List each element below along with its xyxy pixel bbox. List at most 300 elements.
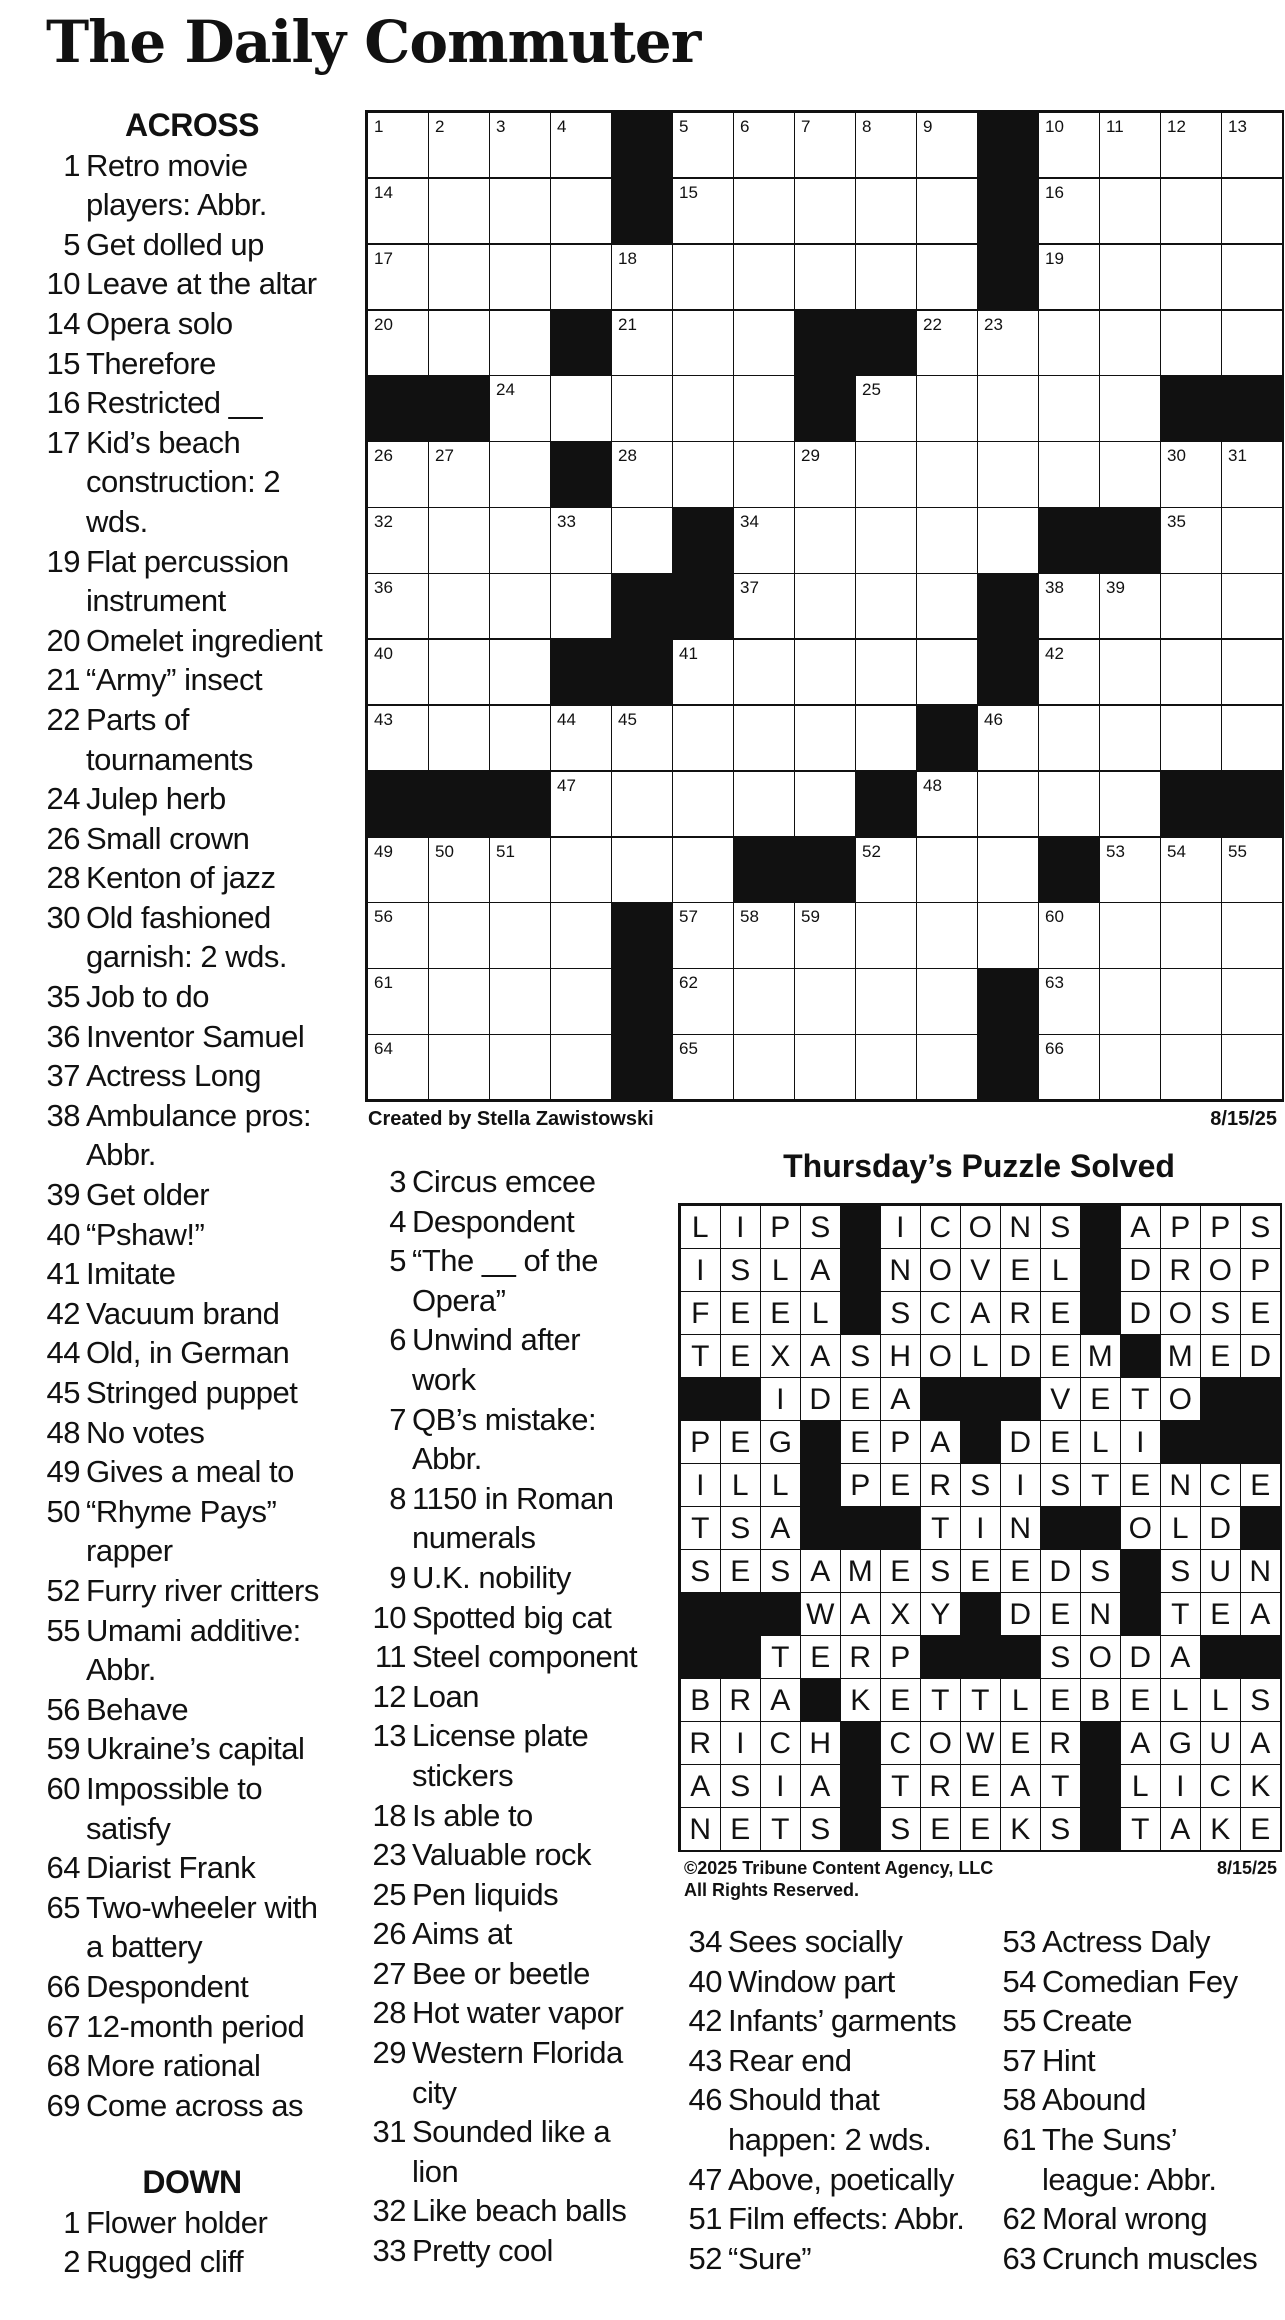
- clue-text: Actress Long: [86, 1058, 261, 1094]
- solved-black-square: [800, 1463, 841, 1507]
- solved-black-square: [1080, 1291, 1121, 1335]
- cell-number: 32: [374, 512, 393, 532]
- down-clue: [360, 1400, 642, 1479]
- clue-number: 12: [372, 1678, 406, 1714]
- grid-cell: [1099, 244, 1161, 310]
- across-clue: [44, 1571, 340, 1611]
- down-clue: [990, 2001, 1280, 2041]
- solved-letter: I: [680, 1248, 721, 1292]
- clue-text: More rational: [86, 2048, 261, 2084]
- solved-letter: C: [1200, 1764, 1241, 1808]
- grid-cell: [855, 112, 917, 178]
- black-square: [977, 178, 1039, 244]
- grid-cell: [1221, 1034, 1283, 1100]
- across-clue: [44, 1373, 340, 1413]
- solved-letter: O: [1160, 1377, 1201, 1421]
- clue-text: Like beach balls: [412, 2193, 627, 2229]
- solved-letter: E: [920, 1807, 961, 1851]
- across-clue: [44, 1769, 340, 1848]
- across-clue: [44, 1888, 340, 1967]
- grid-cell: [1160, 968, 1222, 1034]
- solved-black-square: [840, 1248, 881, 1292]
- grid-cell: [1160, 1034, 1222, 1100]
- grid-cell: [550, 112, 612, 178]
- solved-letter: G: [760, 1420, 801, 1464]
- solved-letter: R: [1000, 1291, 1041, 1335]
- across-clue: [44, 1690, 340, 1730]
- black-square: [550, 310, 612, 376]
- grid-cell: [794, 968, 856, 1034]
- solved-letter: I: [960, 1506, 1001, 1550]
- grid-cell: [733, 573, 795, 639]
- grid-cell: [489, 178, 551, 244]
- solved-letter: S: [880, 1807, 921, 1851]
- down-clue: [44, 2242, 340, 2282]
- across-clue: [44, 304, 340, 344]
- clue-text: 1150 in Roman numerals: [412, 1480, 614, 1556]
- grid-cell: [611, 310, 673, 376]
- solved-letter: P: [1160, 1205, 1201, 1249]
- solved-letter: D: [1200, 1506, 1241, 1550]
- clue-text: Flat percussion instrument: [86, 543, 289, 619]
- solved-letter: A: [960, 1291, 1001, 1335]
- clue-text: Umami additive: Abbr.: [86, 1612, 301, 1688]
- cell-number: 45: [618, 709, 637, 729]
- solved-letter: T: [1080, 1463, 1121, 1507]
- solved-black-square: [840, 1205, 881, 1249]
- clue-text: License plate stickers: [412, 1718, 589, 1793]
- solved-black-square: [1240, 1635, 1281, 1679]
- down-clue: [360, 1558, 642, 1598]
- grid-cell: [794, 573, 856, 639]
- clue-text: Create: [1042, 2003, 1133, 2039]
- solved-black-square: [1160, 1420, 1201, 1464]
- solved-letter: E: [1080, 1377, 1121, 1421]
- grid-cell: [367, 310, 429, 376]
- solved-letter: K: [1000, 1807, 1041, 1851]
- grid-cell: [916, 968, 978, 1034]
- cell-number: 28: [618, 446, 637, 466]
- across-clue: [44, 1294, 340, 1334]
- cell-number: 11: [1106, 117, 1124, 136]
- down-header: DOWN: [142, 2164, 242, 2201]
- solved-letter: L: [720, 1463, 761, 1507]
- grid-cell: [1099, 968, 1161, 1034]
- solved-letter: E: [720, 1807, 761, 1851]
- copyright: ©2025 Tribune Content Agency, LLC: [684, 1858, 994, 1878]
- solved-letter: S: [1040, 1463, 1081, 1507]
- grid-cell: [1160, 178, 1222, 244]
- grid-cell: [1160, 573, 1222, 639]
- grid-cell: [611, 837, 673, 903]
- cell-number: 34: [740, 512, 759, 532]
- grid-cell: [367, 244, 429, 310]
- down-clue: [676, 2239, 972, 2279]
- solved-letter: E: [880, 1678, 921, 1722]
- puzzle-credit: Created by Stella Zawistowski: [368, 1108, 654, 1130]
- clue-text: Restricted __: [86, 385, 263, 421]
- solved-letter: A: [760, 1506, 801, 1550]
- solved-letter: K: [1200, 1807, 1241, 1851]
- solved-letter: D: [1000, 1420, 1041, 1464]
- solved-letter: L: [1040, 1248, 1081, 1292]
- clue-number: 61: [1002, 2121, 1036, 2157]
- solved-letter: G: [1160, 1721, 1201, 1765]
- grid-cell: [489, 375, 551, 441]
- down-clue: [990, 2120, 1280, 2199]
- clue-number: 67: [46, 2008, 80, 2044]
- grid-cell: [916, 441, 978, 507]
- grid-cell: [1221, 837, 1283, 903]
- black-square: [977, 639, 1039, 705]
- clue-number: 26: [46, 820, 80, 856]
- grid-cell: [1160, 902, 1222, 968]
- solved-letter: S: [1240, 1205, 1281, 1249]
- grid-cell: [794, 507, 856, 573]
- clue-text: Impossible to satisfy: [86, 1770, 263, 1846]
- solved-letter: E: [880, 1549, 921, 1593]
- solved-letter: L: [1120, 1764, 1161, 1808]
- grid-cell: [1221, 507, 1283, 573]
- solved-letter: B: [1080, 1678, 1121, 1722]
- solved-letter: S: [760, 1549, 801, 1593]
- cell-number: 19: [1045, 248, 1064, 268]
- grid-cell: [1038, 244, 1100, 310]
- grid-cell: [428, 310, 490, 376]
- clue-text: Valuable rock: [412, 1837, 592, 1873]
- clue-text: The Suns’ league: Abbr.: [1042, 2121, 1217, 2197]
- clue-text: Hint: [1042, 2042, 1096, 2078]
- clue-number: 62: [1002, 2201, 1036, 2237]
- clue-text: Parts of tournaments: [86, 701, 253, 777]
- solved-black-square: [1080, 1205, 1121, 1249]
- clue-number: 37: [46, 1058, 80, 1094]
- solved-letter: D: [1120, 1248, 1161, 1292]
- solved-letter: W: [800, 1592, 841, 1636]
- grid-cell: [428, 507, 490, 573]
- black-square: [733, 837, 795, 903]
- clue-text: Behave: [86, 1691, 189, 1727]
- across-clue: [44, 1848, 340, 1888]
- grid-cell: [367, 441, 429, 507]
- solved-letter: L: [1000, 1678, 1041, 1722]
- clue-number: 42: [46, 1295, 80, 1331]
- solved-letter: O: [960, 1205, 1001, 1249]
- solved-letter: N: [1160, 1463, 1201, 1507]
- solved-date: 8/15/25: [1216, 1858, 1277, 1878]
- black-square: [672, 507, 734, 573]
- across-clue: [44, 1017, 340, 1057]
- solved-letter: L: [1200, 1678, 1241, 1722]
- black-square: [367, 375, 429, 441]
- clue-text: Opera solo: [86, 305, 233, 341]
- grid-cell: [916, 244, 978, 310]
- grid-cell: [855, 573, 917, 639]
- solved-black-square: [800, 1420, 841, 1464]
- cell-number: 62: [679, 973, 698, 993]
- grid-cell: [428, 837, 490, 903]
- down-clue: [676, 2041, 972, 2081]
- clue-text: Despondent: [86, 1968, 249, 2004]
- down-clue: [676, 1962, 972, 2002]
- cell-number: 44: [557, 709, 576, 729]
- grid-cell: [1099, 310, 1161, 376]
- cell-number: 40: [374, 643, 393, 663]
- across-clue: [44, 977, 340, 1017]
- across-clue: [44, 1729, 340, 1769]
- clue-column-4: [990, 1922, 1280, 2278]
- clue-text: Old, in German: [86, 1335, 290, 1371]
- down-clue: [360, 1241, 642, 1320]
- across-header: ACROSS: [125, 107, 259, 143]
- clue-text: Therefore: [86, 345, 216, 381]
- down-clue: [360, 1598, 642, 1638]
- grid-cell: [367, 639, 429, 705]
- black-square: [550, 441, 612, 507]
- solved-letter: S: [720, 1764, 761, 1808]
- grid-cell: [1221, 968, 1283, 1034]
- solved-letter: D: [1000, 1592, 1041, 1636]
- cell-number: 37: [740, 578, 759, 598]
- across-clue: [44, 423, 340, 542]
- across-clue: [44, 383, 340, 423]
- solved-letter: L: [1160, 1678, 1201, 1722]
- solved-letter: C: [1200, 1463, 1241, 1507]
- solved-letter: C: [760, 1721, 801, 1765]
- cell-number: 1: [374, 117, 384, 136]
- grid-cell: [428, 705, 490, 771]
- solved-black-square: [1000, 1377, 1041, 1421]
- cell-number: 55: [1228, 841, 1247, 861]
- grid-cell: [550, 375, 612, 441]
- down-clue: [360, 1875, 642, 1915]
- solved-letter: E: [880, 1463, 921, 1507]
- solved-letter: D: [1000, 1334, 1041, 1378]
- clue-text: “Rhyme Pays” rapper: [86, 1493, 277, 1569]
- solved-letter: P: [1200, 1205, 1241, 1249]
- clue-number: 68: [46, 2048, 80, 2084]
- down-clue: [990, 2041, 1280, 2081]
- black-square: [794, 310, 856, 376]
- cell-number: 66: [1045, 1039, 1064, 1059]
- solved-black-square: [800, 1678, 841, 1722]
- grid-cell: [916, 112, 978, 178]
- clue-number: 53: [1002, 1924, 1036, 1959]
- solved-letter: E: [960, 1764, 1001, 1808]
- clue-number: 50: [46, 1493, 80, 1529]
- grid-cell: [733, 968, 795, 1034]
- solved-letter: R: [840, 1635, 881, 1679]
- clue-number: 57: [1002, 2042, 1036, 2078]
- clue-number: 40: [688, 1963, 722, 1999]
- solved-letter: A: [680, 1764, 721, 1808]
- cell-number: 13: [1228, 117, 1247, 136]
- grid-cell: [489, 507, 551, 573]
- black-square: [977, 968, 1039, 1034]
- clue-number: 45: [46, 1375, 80, 1410]
- down-clue: [676, 2199, 972, 2239]
- solved-letter: M: [840, 1549, 881, 1593]
- solved-letter: M: [1080, 1334, 1121, 1378]
- grid-cell: [367, 112, 429, 178]
- grid-cell: [733, 902, 795, 968]
- solved-letter: T: [880, 1764, 921, 1808]
- clue-number: 63: [1002, 2240, 1036, 2276]
- solved-letter: K: [840, 1678, 881, 1722]
- grid-cell: [1038, 639, 1100, 705]
- solved-black-square: [720, 1635, 761, 1679]
- cell-number: 17: [374, 248, 393, 268]
- solved-letter: D: [1120, 1635, 1161, 1679]
- cell-number: 63: [1045, 973, 1064, 993]
- solved-letter: I: [1160, 1764, 1201, 1808]
- solved-black-square: [760, 1592, 801, 1636]
- cell-number: 23: [984, 314, 1003, 334]
- cell-number: 33: [557, 512, 576, 532]
- clue-number: 10: [46, 266, 80, 302]
- solved-letter: D: [1240, 1334, 1281, 1378]
- grid-cell: [1038, 771, 1100, 837]
- across-clue: [44, 2007, 340, 2047]
- clue-number: 39: [46, 1177, 80, 1213]
- solved-letter: S: [1080, 1549, 1121, 1593]
- solved-black-square: [720, 1377, 761, 1421]
- clue-text: Aims at: [412, 1916, 512, 1952]
- clue-number: 52: [46, 1572, 80, 1608]
- cell-number: 4: [557, 117, 567, 136]
- down-clue: [676, 2080, 972, 2159]
- clue-text: Flower holder: [86, 2204, 268, 2240]
- solved-letter: M: [1160, 1334, 1201, 1378]
- grid-cell: [1160, 705, 1222, 771]
- grid-cell: [428, 573, 490, 639]
- down-clue: [360, 1914, 642, 1954]
- across-clue: [44, 1056, 340, 1096]
- solved-letter: S: [1160, 1549, 1201, 1593]
- solved-letter: D: [1120, 1291, 1161, 1335]
- clue-number: 17: [46, 424, 80, 460]
- down-clue: [990, 1962, 1280, 2002]
- clue-number: 2: [63, 2244, 80, 2280]
- across-clue: [44, 1611, 340, 1690]
- cell-number: 39: [1106, 578, 1125, 598]
- grid-cell: [1160, 441, 1222, 507]
- solved-letter: N: [1000, 1205, 1041, 1249]
- cell-number: 12: [1167, 117, 1186, 136]
- grid-cell: [855, 1034, 917, 1100]
- clue-number: 25: [372, 1876, 406, 1912]
- grid-cell: [1099, 639, 1161, 705]
- clue-number: 66: [46, 1968, 80, 2004]
- cell-number: 9: [923, 117, 933, 136]
- down-clue: [676, 2160, 972, 2200]
- down-clue: [676, 2001, 972, 2041]
- solved-letter: C: [920, 1291, 961, 1335]
- clue-number: 21: [46, 662, 80, 698]
- solved-black-square: [960, 1592, 1001, 1636]
- solved-letter: E: [1040, 1678, 1081, 1722]
- clue-number: 49: [46, 1454, 80, 1490]
- clue-text: Old fashioned garnish: 2 wds.: [86, 899, 287, 975]
- grid-cell: [855, 507, 917, 573]
- cell-number: 52: [862, 841, 881, 861]
- grid-cell: [367, 837, 429, 903]
- black-square: [1038, 507, 1100, 573]
- grid-cell: [733, 178, 795, 244]
- grid-cell: [977, 310, 1039, 376]
- clue-number: 54: [1002, 1963, 1036, 1999]
- solved-letter: A: [920, 1420, 961, 1464]
- solved-letter: E: [960, 1807, 1001, 1851]
- clue-text: Get dolled up: [86, 226, 264, 262]
- clue-text: “Pshaw!”: [86, 1216, 205, 1252]
- grid-cell: [550, 837, 612, 903]
- clue-text: “The __ of the Opera”: [412, 1243, 599, 1318]
- clue-number: 26: [372, 1916, 406, 1952]
- clue-number: 34: [688, 1924, 722, 1959]
- cell-number: 41: [679, 643, 698, 663]
- solved-letter: P: [880, 1635, 921, 1679]
- grid-cell: [794, 244, 856, 310]
- across-clue: [44, 1215, 340, 1255]
- solved-letter: E: [1240, 1463, 1281, 1507]
- clue-number: 6: [389, 1322, 406, 1358]
- grid-cell: [916, 310, 978, 376]
- solved-letter: T: [1040, 1764, 1081, 1808]
- cell-number: 50: [435, 841, 454, 861]
- clue-number: 55: [1002, 2003, 1036, 2039]
- clue-text: Above, poetically: [728, 2161, 954, 2197]
- grid-cell: [1221, 705, 1283, 771]
- solved-letter: E: [1240, 1807, 1281, 1851]
- grid-cell: [733, 441, 795, 507]
- clue-number: 7: [389, 1401, 406, 1437]
- down-clue: [990, 2080, 1280, 2120]
- down-clue: [990, 2239, 1280, 2279]
- grid-cell: [672, 441, 734, 507]
- clue-text: Film effects: Abbr.: [728, 2201, 965, 2237]
- solved-letter: A: [760, 1678, 801, 1722]
- clue-text: Two-wheeler with a battery: [86, 1889, 318, 1965]
- grid-cell: [977, 441, 1039, 507]
- clue-text: Leave at the altar: [86, 266, 317, 302]
- solved-letter: L: [960, 1334, 1001, 1378]
- grid-cell: [855, 902, 917, 968]
- cell-number: 3: [496, 117, 506, 136]
- grid-cell: [1038, 1034, 1100, 1100]
- grid-cell: [367, 573, 429, 639]
- solved-letter: S: [920, 1549, 961, 1593]
- solved-letter: C: [880, 1721, 921, 1765]
- grid-cell: [1038, 573, 1100, 639]
- solved-letter: E: [720, 1420, 761, 1464]
- cell-number: 59: [801, 907, 820, 927]
- solved-puzzle-title: Thursday’s Puzzle Solved: [783, 1148, 1175, 1184]
- cell-number: 30: [1167, 446, 1186, 466]
- black-square: [977, 244, 1039, 310]
- across-clue: [44, 344, 340, 384]
- solved-letter: A: [800, 1764, 841, 1808]
- down-clue: [360, 1796, 642, 1836]
- solved-letter: E: [1000, 1721, 1041, 1765]
- grid-cell: [428, 639, 490, 705]
- grid-cell: [428, 902, 490, 968]
- clue-text: Window part: [728, 1963, 895, 1999]
- grid-cell: [489, 837, 551, 903]
- solved-letter: S: [720, 1248, 761, 1292]
- grid-cell: [1099, 837, 1161, 903]
- clue-number: 1: [63, 147, 80, 183]
